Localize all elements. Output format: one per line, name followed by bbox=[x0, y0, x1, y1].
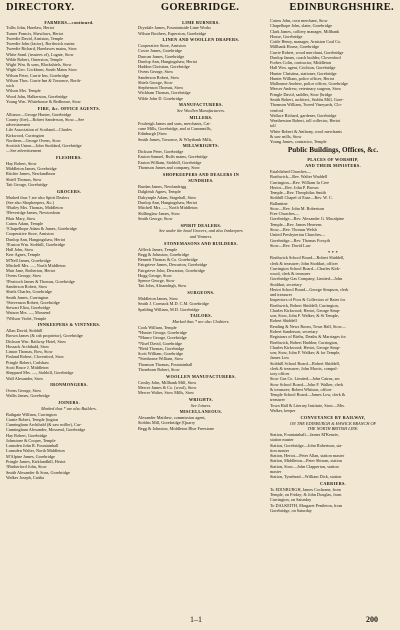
directory-entry: Wight Wm. & sons, Blackshiels, Stow bbox=[6, 62, 72, 68]
directory-entry: Hogg George, Stow bbox=[138, 272, 172, 278]
directory-entry: Dunlop Ann, Hangingshaw, Heriot bbox=[138, 200, 198, 205]
directory-entry: Smith Robert, architect, Stobhs Mill, Gore- bbox=[270, 96, 344, 102]
directory-entry: Middleton James, Gorebridge bbox=[6, 166, 57, 172]
directory-entry: Station, Fountainhall—James M'Kenzie, bbox=[270, 432, 339, 438]
section-heading: INNKEEPERS & VINTNERS. bbox=[37, 322, 101, 328]
directory-entry: Cairns John, corn merchant, Stow bbox=[270, 18, 328, 23]
directory-entry: Burdan James, Newlandrigg bbox=[138, 184, 187, 190]
directory-entry: son; Stow, John F. Walker; & for Temple, bbox=[270, 350, 341, 356]
directory-entry: Sheppard Mrs. —, Stobhill, Gorebridge bbox=[6, 370, 74, 376]
section-note: and Vintners. bbox=[189, 234, 213, 240]
directory-entry: Cottle Henry, manager, Arniston Coal Co. bbox=[270, 39, 342, 45]
directory-entry: treasurer bbox=[270, 397, 285, 403]
directory-entry: †Easton Wm. Stobhill, Gorebridge bbox=[6, 241, 66, 247]
section-heading: MILLERS. bbox=[189, 115, 213, 121]
section-heading: GROCERS. bbox=[56, 188, 82, 194]
directory-entry: Haddon Christian, Gorebridge bbox=[138, 64, 190, 70]
directory-entry: Borthwick, Robert Shiddell; Currington, bbox=[270, 302, 339, 308]
directory-entry: Station, Middleton—Peter Shirran, station bbox=[270, 458, 342, 464]
section-heading: SHOPKEEPERS AND DEALERS IN bbox=[162, 171, 240, 177]
section-note: See Joiners. bbox=[190, 402, 212, 408]
section-heading: SURGEONS. bbox=[187, 290, 215, 296]
directory-entry: Ovens George, Stow bbox=[6, 273, 42, 279]
directory-entry: Gorebridge—Rev. Thomas Forsyth bbox=[270, 237, 330, 243]
directory-entry: Fairgrieve James, Dewarton, Gorebridge bbox=[138, 262, 208, 268]
directory-entry: Hay Robert, Stow bbox=[6, 160, 37, 166]
directory-entry: Gorebridge Gas Company, Limited—John bbox=[270, 276, 343, 282]
directory-entry: toll bbox=[270, 123, 276, 129]
directory-entry: Millbank House, Gorebridge bbox=[270, 44, 319, 50]
column-left bbox=[6, 18, 132, 480]
section-heading: CONVEYANCE BY RAILWAY, bbox=[300, 414, 366, 420]
directory-entry: (See also Shopkeepers, &c.) bbox=[6, 199, 55, 205]
directory-entry: Kirkwood, Currington bbox=[6, 132, 45, 138]
directory-entry: To DALKEITH, Margaret Pentleton, from bbox=[270, 502, 343, 508]
directory-entry: Forbes Colin, contractor, Middleton bbox=[270, 60, 332, 66]
directory-entry: Alexander Matthew, commission agent, bbox=[138, 415, 206, 421]
directory-entry: Cunningham Alexander, Mossend, Gorebridge bbox=[6, 427, 86, 433]
directory-entry: †Chapelhope Adam & James, Gorebridge bbox=[6, 226, 77, 232]
directory-entry: Malloume Andrew, police officer, Gorebridge bbox=[270, 81, 348, 87]
directory-entry: Stewart Eliza, Gorebridge bbox=[6, 305, 51, 311]
directory-entry: venford bbox=[270, 107, 284, 113]
directory-entry: House, Gorebridge bbox=[270, 33, 303, 39]
directory-entry: Wood John, Halkerston, Gorebridge bbox=[6, 93, 68, 99]
directory-entry: Cook William, Temple bbox=[138, 324, 177, 330]
directory-entry: cune Mills, Gorebridge, and at Canonmills, bbox=[138, 126, 212, 132]
directory-entry: Robert Sanderson, secretary bbox=[270, 329, 318, 335]
section-heading: LINEN AND WOOLLEN DRAPERS. bbox=[162, 37, 240, 43]
directory-entry: clerk & treasurer; John Morris, compul- bbox=[270, 365, 338, 371]
directory-entry: †Wilson Violet, Temple bbox=[6, 315, 47, 321]
section-heading: WOOLLEN MANUFACTURERS. bbox=[165, 373, 237, 379]
directory-entry: Wight Geo. Cockburn, South Mains Stow bbox=[6, 67, 78, 73]
column-middle bbox=[138, 18, 264, 431]
page-footer bbox=[0, 614, 400, 624]
directory-entry: Duncan James, Gorebridge bbox=[138, 53, 185, 59]
directory-entry: Wilde Robert, Outerston, Temple bbox=[6, 56, 63, 62]
directory-entry: Stoddart, secretary bbox=[270, 281, 302, 287]
directory-entry: Smith Alexander & Sons, Gorebridge bbox=[6, 469, 70, 475]
directory-entry: †Beveridge James, Newtonloan bbox=[6, 210, 60, 216]
section-heading: WRIGHTS. bbox=[188, 396, 214, 402]
directory-entry: Hall John, Stow bbox=[6, 247, 34, 253]
directory-entry: Watson Mrs. —, Mossend bbox=[6, 310, 51, 316]
directory-entry: Dalgleish Agnes, Temple bbox=[138, 189, 181, 195]
directory-entry: Temple—Rev. Theophilus Smith bbox=[270, 190, 326, 196]
directory-entry: Gorebridge—Rev. Alexander G. Macalpine bbox=[270, 216, 344, 222]
directory-entry: Station, Stow—John Clapperton, station bbox=[270, 463, 339, 469]
directory-entry: To EDINBURGH, James Cochrane, from bbox=[270, 486, 341, 492]
directory-entry: Middleton James, Stow bbox=[138, 296, 179, 302]
directory-entry: Cairns Adam, Temple bbox=[6, 220, 44, 226]
directory-entry: Shiell Thomas, Stow bbox=[6, 176, 42, 182]
directory-entry: Borthwick, Robert Haddon; Currington, bbox=[270, 339, 339, 345]
directory-entry: Mitchell Mrs. —, North Middleton bbox=[6, 262, 66, 268]
directory-entry: Easton Samuel, Ruffs mains, Gorebridge bbox=[138, 154, 208, 160]
directory-entry: Ballantine bbox=[270, 200, 288, 206]
directory-entry: Cunningham Archibald (& saw miller), Cur- bbox=[6, 422, 82, 428]
directory-entry: *Stenhouse William, Stow bbox=[138, 356, 184, 362]
directory-entry: Crosby John, Millbank Mill, Stow bbox=[138, 379, 197, 385]
directory-entry: Walker Joseph, Cattha bbox=[6, 474, 45, 480]
directory-entry: *Nisel David, Gorebridge bbox=[138, 340, 183, 346]
directory-entry: Scott Bruce J. Middleton bbox=[6, 365, 49, 370]
directory-entry: Heriot School Board—George Simpson, clerk bbox=[270, 286, 349, 292]
directory-entry: Life Association of Scotland—Charles bbox=[6, 127, 72, 133]
directory-entry: Bathgate William, Currington bbox=[6, 411, 57, 417]
directory-entry: Easton William, Stobhill, Gorebridge bbox=[138, 159, 202, 165]
section-heading: MANUFACTURERS. bbox=[178, 102, 224, 108]
directory-entry: Dunlop Ann, Hangingshaw, Heriot bbox=[6, 236, 66, 242]
directory-entry: Kerr Agnes, Temple bbox=[6, 252, 41, 258]
directory-entry: Temple, on Friday; & John Douglas, from bbox=[270, 491, 342, 497]
directory-entry: Wilson Mrs. Temple bbox=[6, 88, 41, 94]
directory-entry: Stephenson Thomas, Stow bbox=[138, 85, 184, 91]
directory-entry: Blair Mary, Stow bbox=[6, 215, 36, 221]
directory-entry: Scottish Union—John Stoddard, Gorebridge bbox=[6, 143, 82, 149]
directory-entry: Pringle Robert, Carlshaw bbox=[6, 359, 50, 365]
directory-entry: & treasurer; Robert Whitson, officer bbox=[270, 386, 332, 392]
directory-entry: Hall Wm. agent, Crichton, Gorebridge bbox=[270, 65, 336, 71]
directory-entry: Walker, keeper bbox=[270, 408, 296, 413]
directory-entry: Currington School Board—Charles Kirk- bbox=[270, 265, 341, 271]
directory-entry: Shillinglaw James, Stow bbox=[138, 210, 180, 216]
directory-entry: Currie Robert, wood merchant, Gorebridge bbox=[270, 49, 344, 55]
directory-entry: wood, clerk & treasurer bbox=[270, 271, 311, 277]
directory-entry: Muir Jane, Rotherton, Heriot bbox=[6, 268, 56, 274]
header-center: GOREBRIDGE. bbox=[160, 2, 240, 13]
directory-entry: Registrars of Births, Deaths & Marriages for bbox=[270, 334, 346, 340]
section-note: Marked thus * are also Builders. bbox=[41, 405, 97, 411]
directory-entry: Robert Shiddell bbox=[270, 318, 297, 324]
running-header bbox=[6, 2, 394, 18]
directory-entry: Fairgrieve John, Dewarton, Gorebridge bbox=[138, 267, 205, 273]
directory-entry: Thomson Thomas, Fountainhall bbox=[138, 361, 193, 367]
section-heading: Public Buildings, Offices, &c. bbox=[287, 146, 379, 155]
directory-entry: Cooperative Store, Arniston bbox=[138, 43, 186, 49]
directory-entry: Tait John, Alisandrigh, Stow bbox=[138, 283, 187, 289]
directory-entry: M'Nell James, Gorebridge bbox=[6, 257, 51, 263]
directory-entry: Tweedie John (factor), Borthwick mains bbox=[6, 41, 75, 47]
directory-entry: Reading & News Room, Town Hall, Stow— bbox=[270, 323, 346, 329]
directory-entry: Turner Francis, Shewlaws, Heriot bbox=[6, 30, 64, 36]
directory-entry: Currington, on Saturday bbox=[270, 497, 312, 503]
directory-entry: sory officer bbox=[270, 371, 290, 377]
section-heading: FARMERS—continued. bbox=[44, 19, 94, 25]
directory-entry: Inspectors of Poor & Collectors of Rates for bbox=[270, 297, 346, 303]
directory-entry: Stow School Board—John F. Walker, clerk bbox=[270, 381, 344, 387]
directory-entry: Wallis James, Gorebridge bbox=[6, 393, 50, 399]
directory-entry: Dalrymple Adam, Stagehall, Stow bbox=[138, 194, 197, 200]
directory-entry: Begg & Johnston, Middleton Blue Freestone bbox=[138, 425, 215, 431]
directory-entry: Wilde John D. Gorebridge bbox=[138, 95, 183, 101]
directory-entry: Clark James, colliery manager, Millbank bbox=[270, 28, 340, 34]
directory-entry: Linton Thomas, Bow, Stow bbox=[6, 349, 53, 355]
directory-entry: *Munro George, Gorebridge bbox=[138, 335, 187, 341]
section-heading: SUNDRIES. bbox=[188, 178, 214, 184]
section-heading: SPIRIT DEALERS. bbox=[180, 222, 222, 228]
directory-entry: Cowie James, Gorebridge bbox=[138, 48, 183, 54]
header-right: EDINBURGHSHIRE. bbox=[289, 2, 394, 13]
section-note: Marked thus * are also Clothiers. bbox=[172, 319, 230, 325]
directory-entry: Stobhill Chapel of Ease—Rev. W. C. bbox=[270, 195, 333, 201]
section-note: THE NORTH BRITISH LINE. bbox=[307, 426, 359, 432]
directory-entry: Station, Gorebridge—John Robertson, sta- bbox=[270, 442, 343, 448]
directory-entry: White Saml. (trustees of), Lugate, Stow bbox=[6, 51, 74, 57]
directory-entry: Dickson Peter, Gorebridge bbox=[138, 149, 184, 155]
directory-entry: Finland Robert, Clovenford, Stow bbox=[6, 354, 64, 360]
section-heading: TAILORS. bbox=[189, 313, 213, 319]
directory-entry: Thomson James and company, Stow bbox=[138, 164, 200, 170]
directory-entry: Hunter William, police officer, Heriot bbox=[270, 75, 335, 81]
directory-entry: Borthwick School Board—Robert Shiddell, bbox=[270, 255, 345, 261]
directory-entry: Alliance—George Hunter, Gorebridge bbox=[6, 111, 72, 117]
directory-entry: Smith James, Torsonce, & Whytbank Mills, bbox=[138, 136, 213, 142]
directory-entry: Sanderson Robert, Stow bbox=[6, 284, 48, 290]
directory-entry: Brown James (& cab proprietor), Gorebridge bbox=[6, 333, 83, 339]
directory-entry: Hay Robert, Gorebridge bbox=[6, 432, 48, 438]
directory-entry: Ovens George, Stow bbox=[6, 388, 42, 394]
directory-entry: Young Wm. Whitehouse & Redhouse, Stow bbox=[6, 98, 81, 104]
directory-entry: Stow—Rev. Thomas Welsh bbox=[270, 226, 317, 232]
directory-entry: *Reid Thomas, Gorebridge bbox=[138, 345, 185, 351]
directory-entry: †Stevenson Robert, Gorebridge bbox=[6, 299, 60, 305]
section-note: ON THE EDINBURGH & HAWICK BRANCH OF bbox=[289, 420, 377, 426]
directory-entry: wick bbox=[6, 83, 15, 89]
directory-entry: Dunlop James, coach builder, Clovenford bbox=[270, 54, 341, 60]
directory-entry: Smith James, Currington bbox=[6, 294, 49, 300]
directory-entry: Charles Kirkwood; Heriot, George Simp- bbox=[270, 344, 341, 350]
section-heading: JOINERS. bbox=[58, 400, 80, 406]
directory-entry: Hossack Archibald, Stow bbox=[6, 343, 50, 349]
directory-entry: Stow—Rev. John M. Robertson bbox=[270, 205, 325, 211]
directory-entry: County (fire)—Robert Sanderson, Stow—See bbox=[6, 116, 85, 122]
directory-entry: Tweedie David, Arniston, Temple bbox=[6, 35, 64, 41]
header-left: DIRECTORY. bbox=[6, 2, 75, 13]
section-heading: MISCELLANEOUS. bbox=[179, 409, 223, 415]
directory-entry: M'Alpine James, Gorebridge bbox=[6, 453, 56, 459]
directory-entry: Shiels George, Stow bbox=[138, 79, 173, 85]
directory-entry: Lumsden John R. Fountainhall bbox=[6, 443, 59, 449]
footer-page-number: 200 bbox=[366, 615, 378, 624]
directory-entry: Mercer Walter, Stow Mills, Stow bbox=[138, 390, 195, 396]
directory-entry: Wickham Thomas, Gorebridge bbox=[138, 90, 191, 96]
directory-entry: Currington—Rev. William Iu Cree bbox=[270, 179, 329, 185]
directory-entry: Heriot—Rev. John P. Brown bbox=[270, 184, 319, 190]
directory-entry: Tullis John, Harelaw, Heriot bbox=[6, 25, 55, 31]
directory-entry: advertisement bbox=[6, 122, 30, 128]
directory-entry: Stow Gas Co. Limited—John Cairns, sec bbox=[270, 376, 341, 382]
directory-entry: Cooperative Store, Arniston bbox=[6, 231, 54, 237]
directory-entry: *Hunter George, Gorebridge bbox=[138, 330, 187, 336]
directory-entry: Pringle David, saddler, Stow [bridge bbox=[270, 91, 333, 97]
directory-entry: Wilson Thos. Currie Inn & Torsonce, Borth- bbox=[6, 77, 82, 83]
directory-entry: Tait George, Gorebridge bbox=[6, 181, 48, 187]
directory-entry: Wall Alexander, Stow bbox=[6, 375, 44, 381]
directory-entry: and treasurer bbox=[270, 292, 293, 298]
directory-entry: Hunter Christina, stationer, Gorebridge bbox=[270, 70, 337, 76]
directory-entry: station master bbox=[270, 437, 294, 443]
directory-entry: Smith George, Stow bbox=[138, 215, 173, 221]
section-heading: STONEMASONS AND BUILDERS. bbox=[164, 240, 238, 246]
directory-entry: †Bailey Mrs. Thomas, Middleton bbox=[6, 205, 63, 211]
directory-entry: son; Stow, John F. Walker; & St Temple, bbox=[270, 313, 339, 319]
directory-entry: Drysdale James, Fountainside Lime Works bbox=[138, 25, 211, 31]
directory-entry: Stobhill School Board—Robert Shiddell, bbox=[270, 360, 340, 366]
directory-entry: †Rutherford John, Stow bbox=[6, 464, 47, 470]
directory-entry: Edinburgh [Stow bbox=[138, 131, 168, 137]
directory-entry: Weatherston Robert, toll collector, Heriot bbox=[270, 118, 341, 124]
directory-entry: Dickson Wm. Railway Hotel, Stow bbox=[6, 338, 67, 344]
directory-entry: Chapelhope John, slater, Gorebridge bbox=[270, 23, 333, 29]
directory-entry: Station, Tynehead—William Dick, station bbox=[270, 474, 342, 480]
directory-entry: Foulreigh James and sons, merchants, Cat- bbox=[138, 120, 211, 126]
directory-entry: Smith J. Cormack M.D. C.M. Gorebridge bbox=[138, 301, 209, 307]
directory-entry: Young James, contractor, Temple bbox=[270, 139, 327, 145]
directory-entry: Temple—Rev. James Heavens bbox=[270, 221, 322, 227]
directory-entry: Spence George, Stow bbox=[138, 278, 175, 284]
directory-entry: Charles Kirkwood; Heriot, George Simp- bbox=[270, 307, 341, 313]
directory-entry: Allan David, Stobhill bbox=[6, 328, 43, 334]
directory-entry: Stobhis Mill, Gorebridge [Quarry bbox=[138, 420, 196, 426]
section-heading: AND THEIR MINISTERS. bbox=[305, 163, 361, 169]
directory-entry: clerk & treasurer; John Stoddart, officer bbox=[270, 260, 338, 266]
section-heading: PLACES OF WORSHIP, bbox=[307, 156, 359, 162]
directory-entry: Marked thus † are also Spirit Dealers bbox=[6, 194, 70, 200]
directory-entry: Thornburn Robert, Stow bbox=[138, 366, 180, 372]
directory-entry: master bbox=[270, 468, 282, 474]
directory-entry: United Presbyterian Churches— bbox=[270, 232, 326, 238]
directory-entry: Sanderson Robert, Stow bbox=[138, 74, 180, 80]
directory-entry: Lumsden Walter, North Middleton bbox=[6, 448, 65, 454]
directory-entry: Spalding William, M.D. Gorebridge bbox=[138, 306, 200, 312]
directory-entry: Ovens George, Stow bbox=[138, 69, 174, 75]
directory-entry: & saw mills, Stow bbox=[270, 133, 302, 139]
directory-entry: Dunlop Ann, Hangingshaw, Heriot bbox=[138, 58, 198, 64]
directory-entry: Scott William, Gorebridge bbox=[138, 351, 183, 357]
directory-entry: Gorebridge, on Saturday bbox=[270, 507, 312, 513]
section-heading: FLESHERS. bbox=[56, 155, 82, 161]
section-note: See under the head Grocers, and also Innkeepers bbox=[159, 228, 243, 234]
directory-entry: Borthwick—Rev. Walter Waddell bbox=[270, 174, 328, 180]
directory-entry: Wilson Brothers, Esperston, Gorebridge bbox=[138, 30, 207, 36]
directory-entry: Shiels Charles, Gorebridge bbox=[6, 289, 52, 295]
directory-entry: Town Hall & Literary Institute, Stow—Mrs. bbox=[270, 402, 346, 408]
directory-entry: tion master bbox=[270, 447, 290, 453]
section-heading: IRONMONGERS. bbox=[50, 382, 88, 388]
directory-entry: Pringle James, Kirklandhill, Heriot bbox=[6, 459, 66, 465]
directory-entry: Free Churches— bbox=[270, 211, 299, 217]
section-heading: MILLWRIGHTS. bbox=[182, 143, 220, 149]
directory-entry: James Low bbox=[270, 355, 290, 361]
directory-entry: White Robert & Anthony, wool merchants bbox=[270, 128, 342, 134]
section-note: See Woollen Manufacturers. bbox=[177, 108, 225, 114]
section-heading: CARRIERS. bbox=[320, 480, 346, 486]
directory-entry: Wilson Peter, Currie Inn, Gorebridge bbox=[6, 72, 69, 78]
directory-entry: Temple School Board—James Low, clerk & bbox=[270, 392, 346, 398]
directory-entry: Mitchell Mrs. —, North Middleton bbox=[138, 205, 198, 211]
section-heading: * * * bbox=[328, 249, 338, 255]
column-right bbox=[270, 18, 396, 513]
footer-page-mark: 1–1 bbox=[190, 615, 202, 624]
directory-entry: Mercer Andrew, veterinary surgeon, Stow bbox=[270, 86, 342, 92]
directory-entry: —See advertisement bbox=[6, 148, 42, 154]
directory-entry: Tweedie Richard, Harelawes mains, Stow bbox=[6, 46, 77, 52]
directory-entry: Ritchie James, Newlandburn bbox=[6, 171, 55, 177]
directory-entry: Station, Heriot—Peter Allan, station master bbox=[270, 453, 345, 459]
directory-entry: Johnstone & Cooper, Temple bbox=[6, 437, 56, 443]
section-heading: LIME BURNERS. bbox=[182, 19, 220, 25]
directory-entry: Affleck James, Temple bbox=[138, 246, 178, 252]
directory-entry: Thomson William, Tweed Vineyards, Clo- bbox=[270, 102, 342, 108]
directory-entry: Established Churches— bbox=[270, 169, 311, 175]
directory-entry: Carnie Robert, Temple [ington bbox=[6, 416, 59, 422]
directory-entry: Wallace Richard, gardener, Gorebridge bbox=[270, 112, 337, 118]
directory-entry: Mercer James & Co. (wool), Stow bbox=[138, 384, 197, 390]
directory-entry: Begg & Johnston, Gorebridge bbox=[138, 251, 189, 257]
directory-entry: Bennett Thomas & Co. Gorebridge bbox=[138, 257, 198, 263]
directory-entry: †Peattoch James & Thomas, Gorebridge bbox=[6, 278, 75, 284]
directory-entry: Northern—George Ovens, Stow bbox=[6, 137, 61, 143]
directory-entry: Stow—Rev. David Law bbox=[270, 242, 311, 248]
section-heading: FIRE, &c. OFFICE AGENTS. bbox=[37, 105, 101, 111]
